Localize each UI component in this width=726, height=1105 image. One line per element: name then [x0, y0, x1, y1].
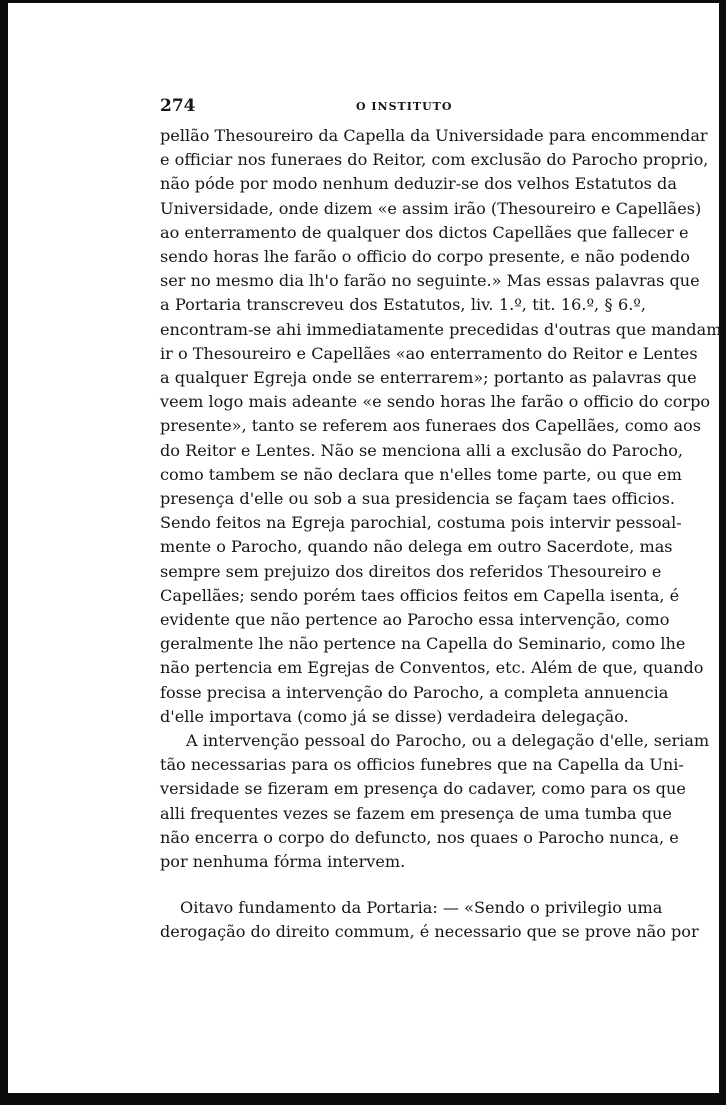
- text-line: tão necessarias para os officios funebres que na Capella da Uni-: [160, 755, 684, 775]
- text-line: não póde por modo nenhum deduzir-se dos velhos Estatutos da: [160, 174, 677, 194]
- text-line: encontram-se ahi immediatamente precedidas d'outras que mandam: [160, 319, 722, 339]
- book-page: [160, 96, 722, 942]
- text-line: como tambem se não declara que n'elles tome parte, ou que em: [160, 464, 682, 484]
- text-line: do Reitor e Lentes. Não se menciona alli a exclusão do Parocho,: [160, 440, 684, 460]
- text-line: versidade se fizeram em presença do cadaver, como para os que: [160, 779, 686, 799]
- text-line: alli frequentes vezes se fazem em presença de uma tumba que: [160, 803, 672, 823]
- text-line: sendo horas lhe farão o officio do corpo presente, e não podendo: [160, 247, 690, 266]
- text-line: Capellães; sendo porém taes officios feitos em Capella isenta, é: [160, 585, 680, 605]
- text-line: Universidade, onde dizem «e assim irão (Thesoureiro e Capellães): [160, 198, 702, 218]
- text-line: não pertencia em Egrejas de Conventos, etc. Além de que, quando: [160, 658, 704, 678]
- text-line: não encerra o corpo do defuncto, nos quaes o Parocho nunca, e: [160, 827, 679, 847]
- text-line: sempre sem prejuizo dos direitos dos referidos Thesoureiro e: [160, 561, 662, 581]
- text-line: veem logo mais adeante «e sendo horas lhe farão o officio do corpo: [160, 392, 711, 412]
- page-number: 274: [160, 96, 196, 116]
- text-line: evidente que não pertence ao Parocho essa intervenção, como: [160, 610, 670, 629]
- text-line: ao enterramento de qualquer dos dictos Capellães que fallecer e: [160, 222, 689, 242]
- text-line: por nenhuma fórma intervem.: [160, 852, 406, 871]
- text-line: mente o Parocho, quando não delega em outro Sacerdote, mas: [160, 537, 673, 557]
- text-line: A intervenção pessoal do Parocho, ou a delegação d'elle, seriam: [186, 731, 710, 750]
- text-line: d'elle importava (como já se disse) verdadeira delegação.: [160, 706, 629, 726]
- text-line: presente», tanto se referem aos funeraes dos Capellães, como aos: [160, 416, 702, 436]
- text-line: derogação do direito commum, é necessario que se prove não por: [160, 922, 699, 942]
- text-line: ser no mesmo dia lh'o farão no seguinte.» Mas essas palavras que: [160, 271, 700, 291]
- text-line: presença d'elle ou sob a sua presidencia se façam taes officios.: [160, 489, 676, 508]
- text-line: a qualquer Egreja onde se enterrarem»; portanto as palavras que: [160, 368, 697, 387]
- text-line: pellão Thesoureiro da Capella da Universidade para encommendar: [160, 126, 708, 145]
- text-line: a Portaria transcreveu dos Estatutos, liv. 1.º, tit. 16.º, § 6.º,: [160, 295, 646, 315]
- text-line: Sendo feitos na Egreja parochial, costuma pois intervir pessoal-: [160, 513, 682, 533]
- text-line: e officiar nos funeraes do Reitor, com exclusão do Parocho proprio,: [160, 150, 709, 170]
- text-line: fosse precisa a intervenção do Parocho, a completa annuencia: [160, 682, 669, 702]
- page-header: [160, 96, 646, 122]
- text-line: ir o Thesoureiro e Capellães «ao enterramento do Reitor e Lentes: [160, 343, 698, 363]
- running-head: O INSTITUTO: [356, 100, 453, 113]
- text-line: geralmente lhe não pertence na Capella do Seminario, como lhe: [160, 634, 686, 654]
- text-line: Oitavo fundamento da Portaria: — «Sendo o privilegio uma: [180, 898, 663, 918]
